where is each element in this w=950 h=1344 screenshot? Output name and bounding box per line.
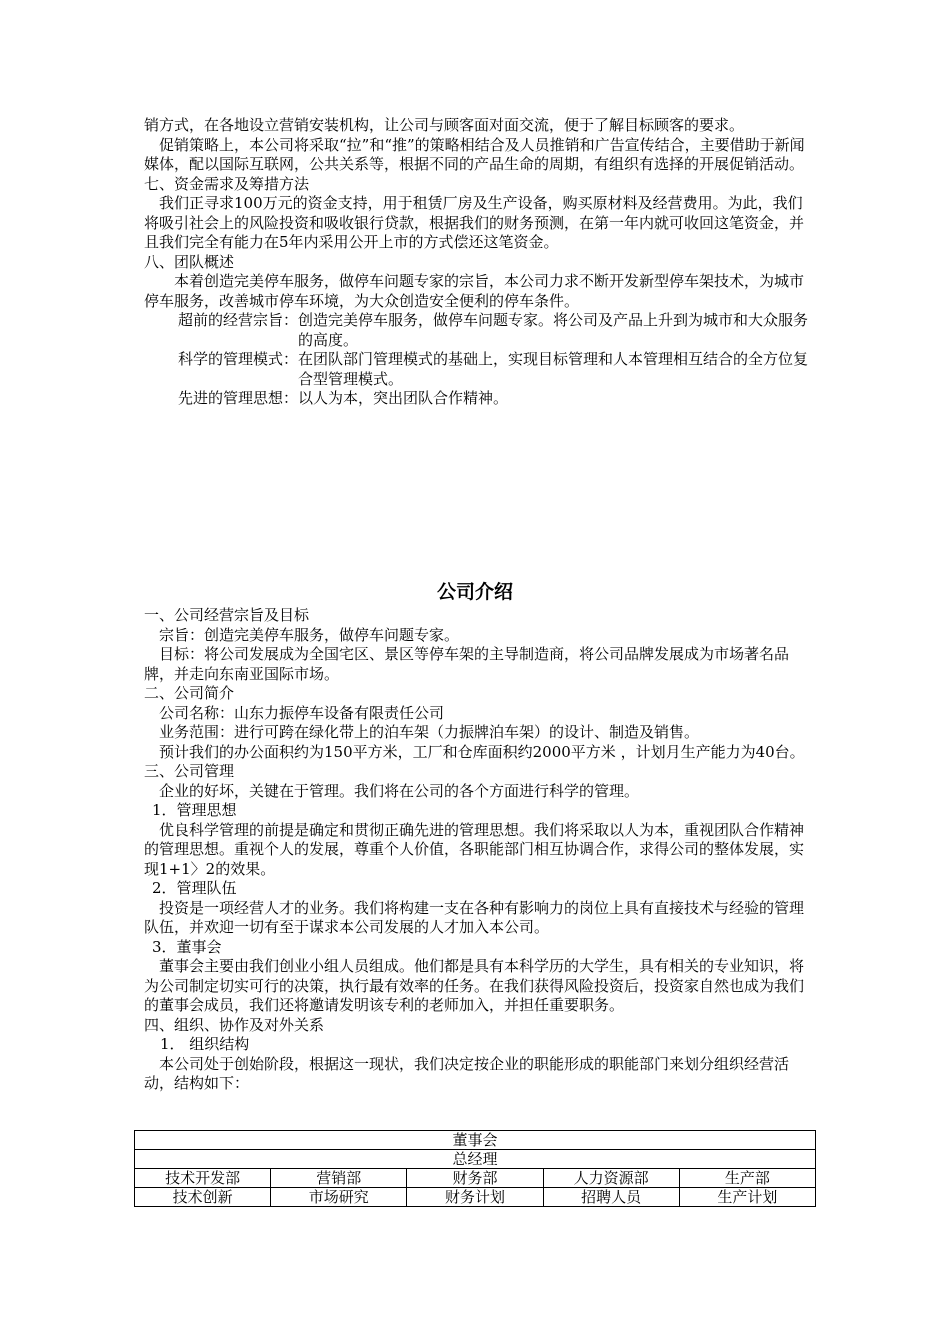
- cell-function: 财务计划: [407, 1188, 543, 1207]
- org-structure-table: [134, 1130, 816, 1207]
- paragraph-structure: 本公司处于创始阶段，根据这一现状，我们决定按企业的职能形成的职能部门来划分组织经营活动，结构如下：: [144, 1054, 790, 1092]
- heading-management: 三、公司管理: [144, 762, 235, 780]
- team-item-mode: [144, 350, 816, 389]
- team-item-desc: 创造完美停车服务，做停车问题专家。将公司及产品上升到为城市和大众服务的高度。: [298, 311, 809, 349]
- team-item-desc: 在团队部门管理模式的基础上，实现目标管理和人本管理相互结合的全方位复合型管理模式。: [298, 350, 809, 388]
- paragraph-area: 预计我们的办公面积约为150平方米，工厂和仓库面积约2000平方米 ，计划月生产能力为40台。: [159, 742, 805, 761]
- cell-general-manager: 总经理: [135, 1150, 816, 1169]
- team-item-thought: [144, 389, 816, 409]
- paragraph-board: 董事会主要由我们创业小组人员组成。他们都是具有本科学历的大学生，具有相关的专业知识，将为公司制定切实可行的决策，执行最有效率的任务。在我们获得风险投资后，投资家自然也成为我们的董事会成员，我们还将邀请发明该专利的老师加入，并担任重要职务。: [144, 957, 805, 1014]
- cell-function: 市场研究: [271, 1188, 407, 1207]
- cell-department: 财务部: [407, 1169, 543, 1188]
- paragraph-funding: 我们正寻求100万元的资金支持，用于租赁厂房及生产设备，购买原材料及经营费用。为此，我们将吸引社会上的风险投资和吸收银行贷款，根据我们的财务预测，在第一年内就可收回这笔资金，并且我们完全有能力在5年内采用公开上市的方式偿还这笔资金。: [144, 194, 805, 251]
- paragraph-team: 本着创造完美停车服务，做停车问题专家的宗旨，本公司力求不断开发新型停车架技术，为城市停车服务，改善城市停车环境，为大众创造安全便利的停车条件。: [144, 272, 805, 310]
- heading-funding: 七、资金需求及筹措方法: [144, 174, 310, 193]
- paragraph-management: 企业的好坏，关键在于管理。我们将在公司的各个方面进行科学的管理。: [159, 781, 640, 800]
- cell-department: 生产部: [679, 1169, 815, 1188]
- paragraph-goal: 目标：将公司发展成为全国宅区、景区等停车架的主导制造商，将公司品牌发展成为市场著名品牌，并走向东南亚国际市场。: [144, 645, 790, 683]
- company-section: [144, 606, 816, 1094]
- company-name: 公司名称：山东力振停车设备有限责任公司: [159, 703, 445, 722]
- paragraph-management-team: 投资是一项经营人才的业务。我们将构建一支在各种有影响力的岗位上具有直接技术与经验的管理队伍，并欢迎一切有至于谋求本公司发展的人才加入本公司。: [144, 898, 805, 936]
- team-item-term: 科学的管理模式：: [178, 350, 299, 368]
- paragraph-promotion: 促销策略上，本公司将采取“拉”和“推”的策略相结合及人员推销和广告宣传结合，主要借助于新闻媒体，配以国际互联网，公共关系等，根据不同的产品生命的周期，有组织有选择的开展促销活动。: [144, 135, 805, 173]
- table-row: [135, 1169, 816, 1188]
- team-item-purpose: [144, 311, 816, 350]
- team-item-term: 先进的管理思想：: [178, 389, 299, 407]
- subheading-structure: 1． 组织结构: [160, 1035, 250, 1053]
- table-row: [135, 1131, 816, 1150]
- heading-profile: 二、公司简介: [144, 684, 235, 702]
- subheading-team: 2．管理队伍: [152, 879, 237, 897]
- business-scope: 业务范围：进行可跨在绿化带上的泊车架（力振牌泊车架）的设计、制造及销售。: [159, 723, 700, 741]
- subheading-board: 3．董事会: [152, 937, 222, 956]
- cell-function: 生产计划: [679, 1188, 815, 1207]
- team-item-desc: 以人为本，突出团队合作精神。: [298, 389, 509, 407]
- top-section: [144, 116, 816, 409]
- heading-purpose: 一、公司经营宗旨及目标: [144, 606, 310, 624]
- heading-team: 八、团队概述: [144, 252, 235, 271]
- subheading-philosophy: 1．管理思想: [152, 801, 237, 819]
- paragraph-philosophy: 优良科学管理的前提是确定和贯彻正确先进的管理思想。我们将采取以人为本，重视团队合作精神的管理思想。重视个人的发展，尊重个人价值，各职能部门相互协调合作，求得公司的整体发展，实现1+1〉2的效果。: [144, 820, 805, 878]
- paragraph-purpose: 宗旨：创造完美停车服务，做停车问题专家。: [159, 625, 460, 644]
- table-row: [135, 1150, 816, 1169]
- cell-department: 营销部: [271, 1169, 407, 1188]
- cell-department: 人力资源部: [543, 1169, 679, 1188]
- team-item-term: 超前的经营宗旨：: [178, 311, 299, 329]
- cell-board: 董事会: [135, 1131, 816, 1150]
- cell-function: 技术创新: [135, 1188, 271, 1207]
- paragraph-sales-method: 销方式，在各地设立营销安装机构，让公司与顾客面对面交流，便于了解目标顾客的要求。: [144, 116, 745, 134]
- heading-organization: 四、组织、协作及对外关系: [144, 1015, 325, 1034]
- section-title: 公司介绍: [436, 581, 513, 603]
- table-row: [135, 1188, 816, 1207]
- cell-department: 技术开发部: [135, 1169, 271, 1188]
- cell-function: 招聘人员: [543, 1188, 679, 1207]
